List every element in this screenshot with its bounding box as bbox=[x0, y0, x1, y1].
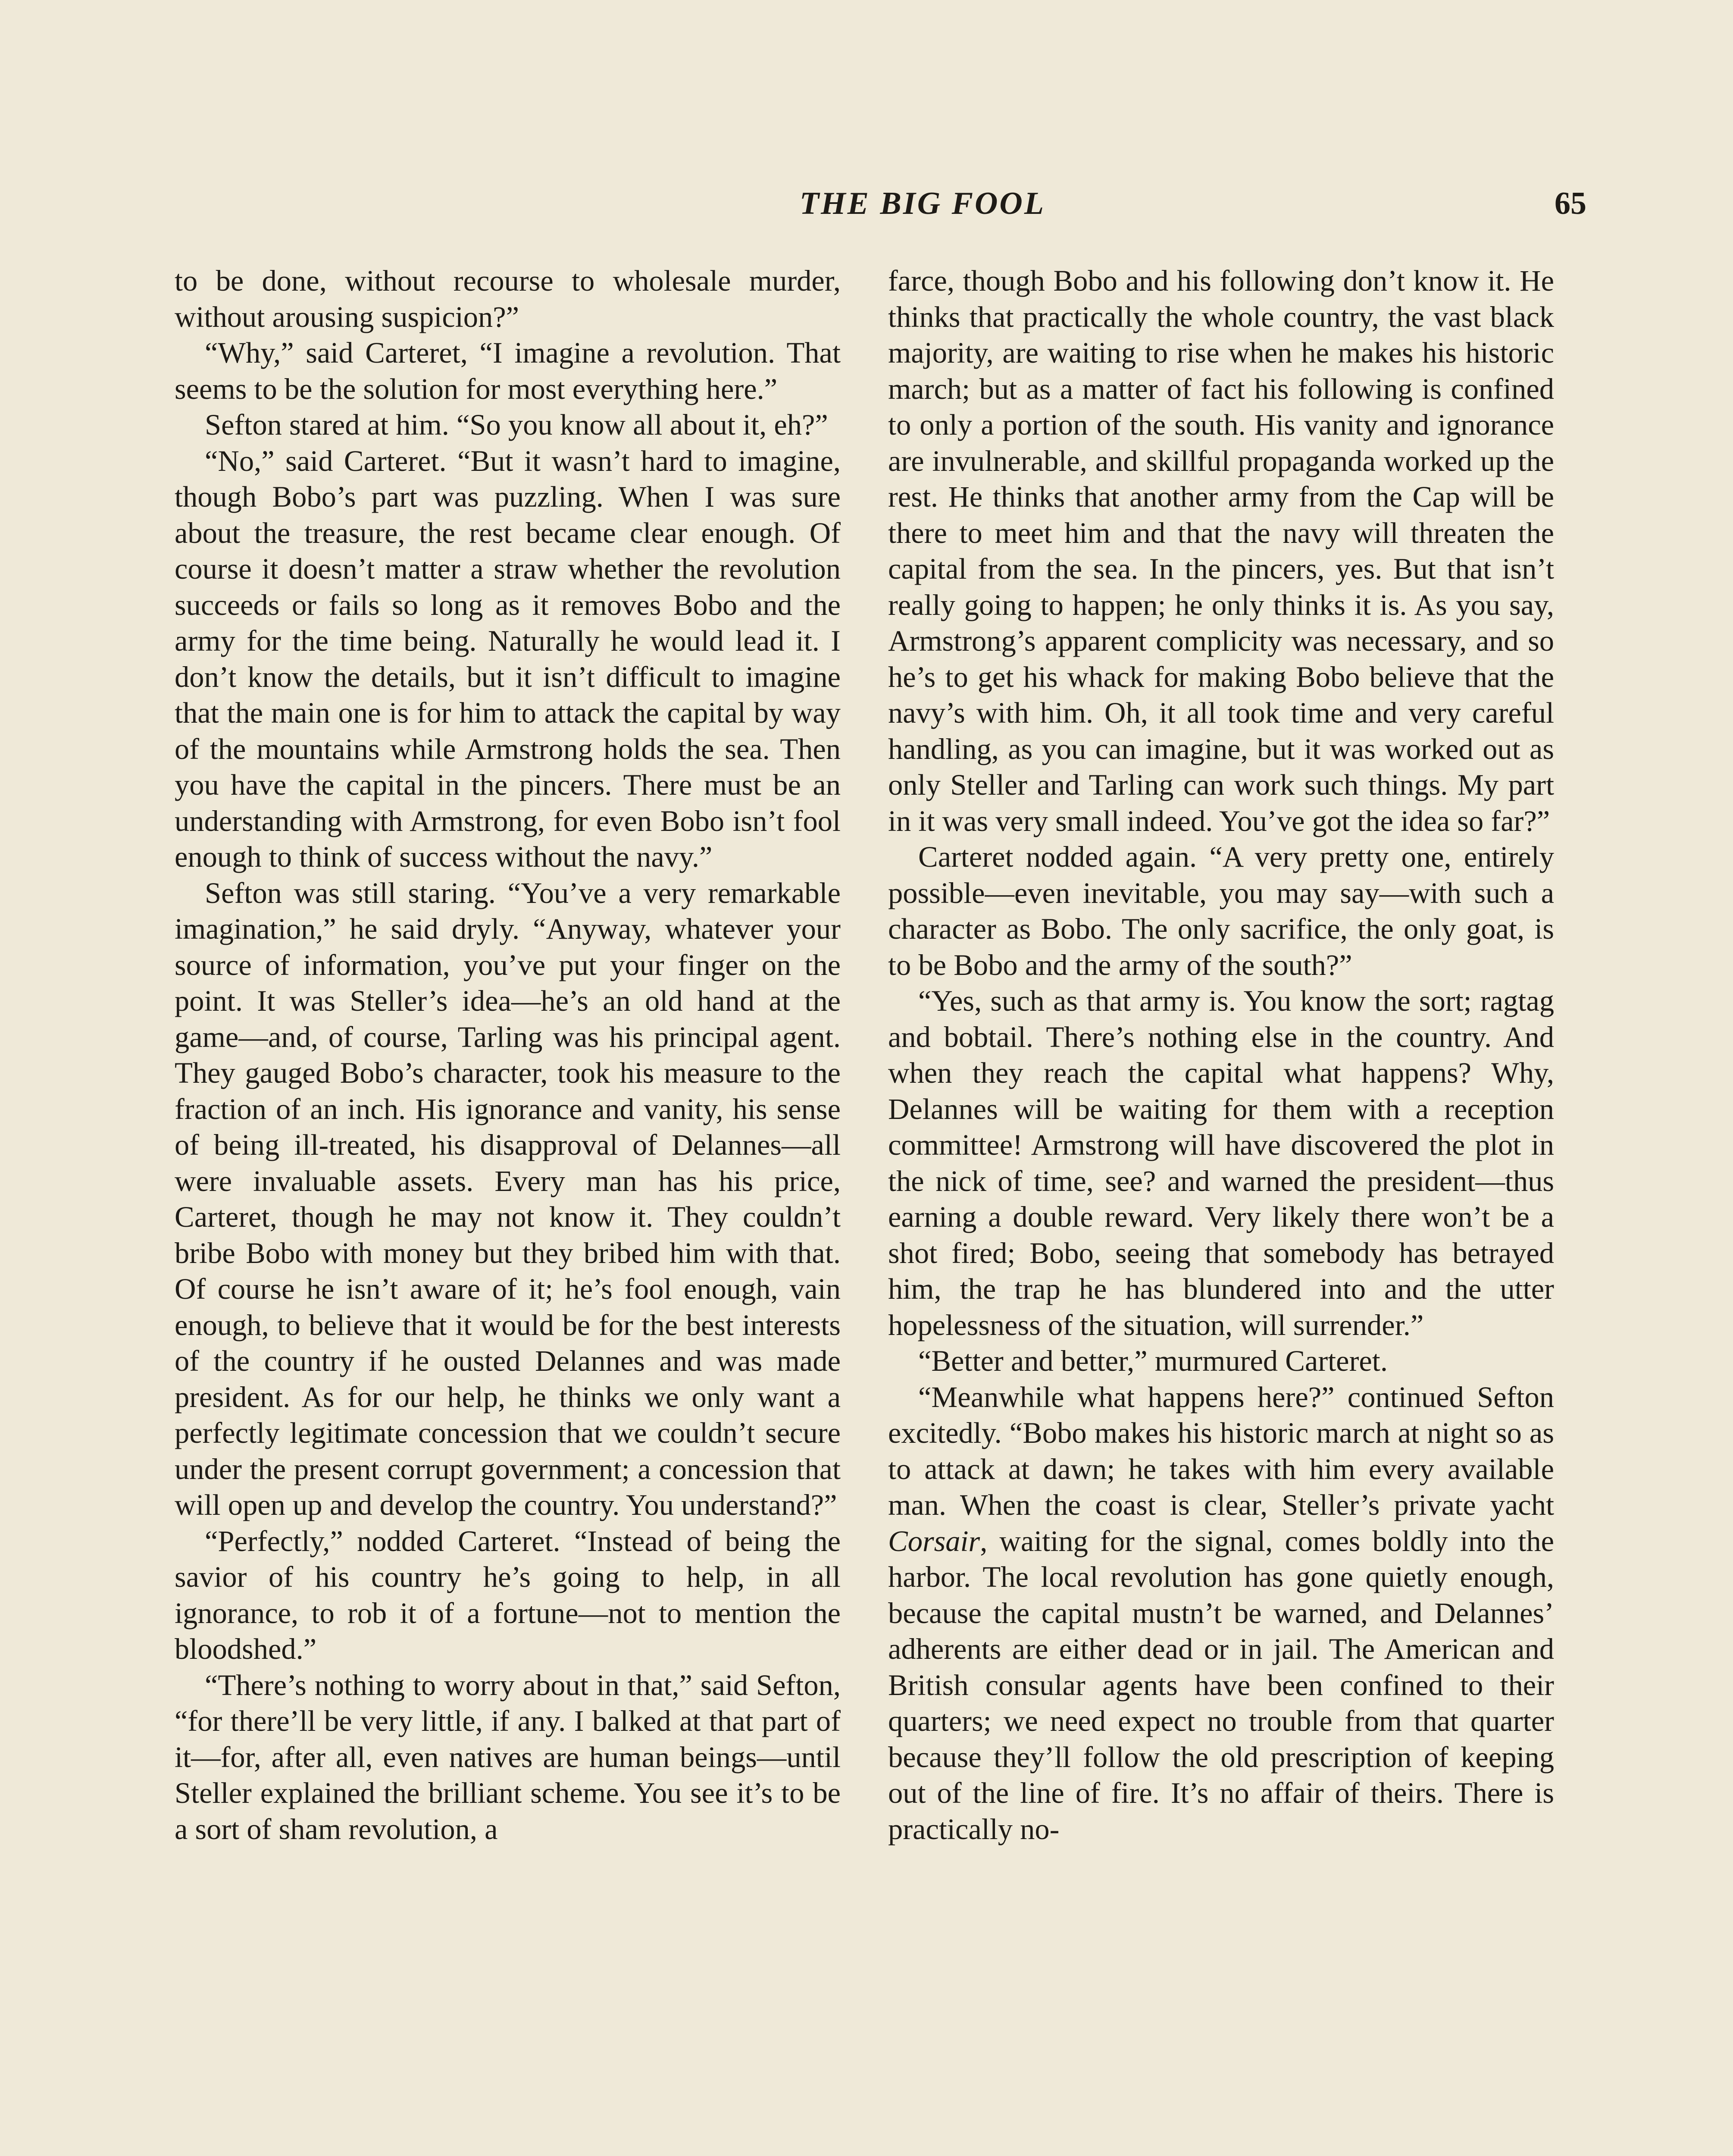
paragraph: “There’s nothing to worry about in that,” said Sefton, “for there’ll be very little, if any. I balked at that part of it—for, after all, even natives are human beings—until Steller explained the brilliant scheme. You see it’s to be a sort of sham revolution, a bbox=[175, 1668, 841, 1846]
paragraph: “Yes, such as that army is. You know the sort; ragtag and bobtail. There’s nothing else in the country. And when they reach the capital what happens? Why, Delannes will be waiting for them with a reception committee! Armstrong will have discovered the plot in the nick of time, see? and warned the president—thus earning a double reward. Very likely there won’t be a shot fired; Bobo, seeing that somebody has betrayed him, the trap he has blundered into and the utter hopelessness of the situation, will surrender.” bbox=[888, 984, 1554, 1341]
yacht-name: Corsair bbox=[888, 1524, 980, 1557]
paragraph: “Perfectly,” nodded Carteret. “Instead of being the savior of his country he’s going to help, in all ignorance, to rob it of a fortune—not to mention the bloodshed.” bbox=[175, 1524, 841, 1665]
right-column bbox=[888, 263, 1554, 1847]
paragraph: Carteret nodded again. “A very pretty one, entirely possible—even inevitable, you may say—with such a character as Bobo. The only sacrifice, the only goat, is to be Bobo and the army of the south?” bbox=[888, 840, 1554, 981]
page-number: 65 bbox=[1555, 186, 1586, 221]
paragraph bbox=[888, 1379, 1554, 1848]
paragraph: “Why,” said Carteret, “I imagine a revolution. That seems to be the solution for most everything here.” bbox=[175, 336, 841, 405]
paragraph: “No,” said Carteret. “But it wasn’t hard to imagine, though Bobo’s part was puzzling. When I was sure about the treasure, the rest became clear enough. Of course it doesn’t matter a straw whether the revolution succeeds or fails so long as it removes Bobo and the army for the time being. Naturally he would lead it. I don’t know the details, but it isn’t difficult to imagine that the main one is for him to attack the capital by way of the mountains while Armstrong holds the sea. Then you have the capital in the pincers. There must be an understanding with Armstrong, for even Bobo isn’t fool enough to think of success without the navy.” bbox=[175, 444, 841, 873]
left-column bbox=[175, 263, 841, 1847]
paragraph: to be done, without recourse to wholesale murder, without arousing suspicion?” bbox=[175, 264, 841, 333]
text-run: , waiting for the signal, comes boldly into the harbor. The local revolution has gone quietly enough, because the capital mustn’t be warned, and Delannes’ adherents are either dead or in jail. The American and British consular agents have been confined to their quarters; we need expect no trouble from that quarter because they’ll follow the old prescription of keeping out of the line of fire. It’s no affair of theirs. There is practically no- bbox=[888, 1524, 1554, 1846]
paragraph: Sefton stared at him. “So you know all about it, eh?” bbox=[205, 408, 828, 441]
paragraph: Sefton was still staring. “You’ve a very remarkable imagination,” he said dryly. “Anyway, whatever your source of information, you’ve put your finger on the point. It was Steller’s idea—he’s an old hand at the game—and, of course, Tarling was his principal agent. They gauged Bobo’s character, took his measure to the fraction of an inch. His ignorance and vanity, his sense of being ill-treated, his disapproval of Delannes—all were invaluable assets. Every man has his price, Carteret, though he may not know it. They couldn’t bribe Bobo with money but they bribed him with that. Of course he isn’t aware of it; he’s fool enough, vain enough, to believe that it would be for the best interests of the country if he ousted Delannes and was made president. As for our help, he thinks we only want a perfectly legitimate concession that we couldn’t secure under the present corrupt government; a concession that will open up and develop the country. You understand?” bbox=[175, 876, 841, 1521]
paragraph: farce, though Bobo and his following don’t know it. He thinks that practically the whole country, the vast black majority, are waiting to rise when he makes his historic march; but as a matter of fact his following is confined to only a portion of the south. His vanity and ignorance are invulnerable, and skillful propaganda worked up the rest. He thinks that another army from the Cap will be there to meet him and that the navy will threaten the capital from the sea. In the pincers, yes. But that isn’t really going to happen; he only thinks it is. As you say, Armstrong’s apparent complicity was necessary, and so he’s to get his whack for making Bobo believe that the navy’s with him. Oh, it all took time and very careful handling, as you can imagine, but it was worked out as only Steller and Tarling can work such things. My part in it was very small indeed. You’ve got the idea so far?” bbox=[888, 264, 1554, 837]
paragraph: “Better and better,” murmured Carteret. bbox=[918, 1344, 1388, 1377]
running-title: THE BIG FOOL bbox=[799, 186, 1046, 221]
text-run: “Meanwhile what happens here?” continued Sefton excitedly. “Bobo makes his historic march at night so as to attack at dawn; he takes with him every available man. When the coast is clear, Steller’s private yacht bbox=[888, 1380, 1554, 1521]
